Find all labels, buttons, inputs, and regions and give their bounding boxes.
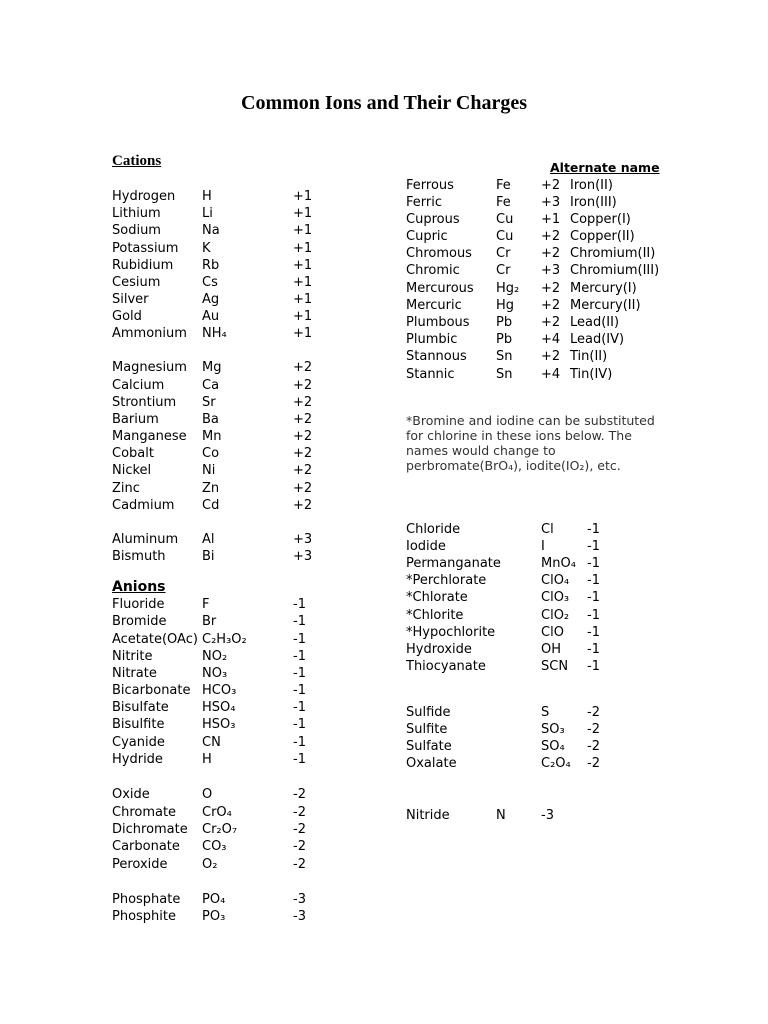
ion-charge: +1 xyxy=(293,275,313,290)
ion-symbol: Cu xyxy=(496,212,514,227)
ion-symbol: Rb xyxy=(202,258,220,273)
ion-symbol: Cr xyxy=(496,246,511,261)
ion-symbol: Cu xyxy=(496,229,514,244)
ion-symbol: HCO₃ xyxy=(202,683,237,698)
ion-symbol: Au xyxy=(202,309,220,324)
ion-alternate-name: Tin(II) xyxy=(570,349,608,364)
ion-charge: +2 xyxy=(541,298,561,313)
ion-charge: -1 xyxy=(293,614,306,629)
ion-name: Peroxide xyxy=(112,857,168,872)
ion-charge: -1 xyxy=(587,573,600,588)
ion-name: Gold xyxy=(112,309,142,324)
ion-charge: +2 xyxy=(293,378,313,393)
ion-symbol: SO₃ xyxy=(541,722,565,737)
ion-symbol: NO₂ xyxy=(202,649,228,664)
ion-symbol: CO₃ xyxy=(202,839,227,854)
ion-alternate-name: Mercury(I) xyxy=(570,281,637,296)
ion-name: Lithium xyxy=(112,206,161,221)
ion-name: Stannic xyxy=(406,367,455,382)
ion-charge: -1 xyxy=(587,608,600,623)
ion-symbol: C₂H₃O₂ xyxy=(202,632,247,647)
ion-name: Cesium xyxy=(112,275,161,290)
ion-charge: +1 xyxy=(293,206,313,221)
ion-name: *Chlorate xyxy=(406,590,468,605)
ion-name: Sulfate xyxy=(406,739,452,754)
ion-charge: +2 xyxy=(293,446,313,461)
ion-charge: -2 xyxy=(293,822,306,837)
ion-symbol: NO₃ xyxy=(202,666,228,681)
ion-name: Magnesium xyxy=(112,360,187,375)
ion-alternate-name: Chromium(III) xyxy=(570,263,660,278)
ion-name: *Perchlorate xyxy=(406,573,487,588)
ion-name: Zinc xyxy=(112,481,140,496)
ion-name: Permanganate xyxy=(406,556,501,571)
ion-charge: +3 xyxy=(541,195,561,210)
ion-name: Nitride xyxy=(406,808,450,823)
ion-charge: +1 xyxy=(293,189,313,204)
ion-name: Manganese xyxy=(112,429,187,444)
ion-symbol: Ca xyxy=(202,378,220,393)
ion-charge: -1 xyxy=(293,649,306,664)
ion-symbol: C₂O₄ xyxy=(541,756,571,771)
ion-name: Chromic xyxy=(406,263,460,278)
ion-symbol: ClO₂ xyxy=(541,608,570,623)
ion-name: Acetate(OAc) xyxy=(112,632,198,647)
ion-symbol: Pb xyxy=(496,315,513,330)
ion-symbol: HSO₃ xyxy=(202,717,236,732)
ion-symbol: Al xyxy=(202,532,215,547)
ion-charge: +2 xyxy=(293,360,313,375)
ion-symbol: K xyxy=(202,241,211,256)
ion-alternate-name: Chromium(II) xyxy=(570,246,656,261)
ion-charge: -2 xyxy=(293,805,306,820)
ion-charge: +2 xyxy=(293,463,313,478)
ion-name: Sulfite xyxy=(406,722,448,737)
ion-symbol: Pb xyxy=(496,332,513,347)
ion-name: Nitrite xyxy=(112,649,153,664)
ion-charge: +2 xyxy=(541,178,561,193)
ion-name: Cuprous xyxy=(406,212,460,227)
ion-name: Strontium xyxy=(112,395,177,410)
ion-name: Chromate xyxy=(112,805,177,820)
ion-name: Carbonate xyxy=(112,839,180,854)
ion-name: Potassium xyxy=(112,241,179,256)
ion-name: Oxide xyxy=(112,787,150,802)
ion-charge: -2 xyxy=(293,839,306,854)
ion-name: Aluminum xyxy=(112,532,179,547)
ion-name: Hydrogen xyxy=(112,189,176,204)
ion-name: Cobalt xyxy=(112,446,154,461)
ion-charge: +1 xyxy=(293,326,313,341)
ion-symbol: Cd xyxy=(202,498,220,513)
ion-name: Silver xyxy=(112,292,149,307)
ion-charge: +2 xyxy=(541,349,561,364)
ion-name: Chromous xyxy=(406,246,472,261)
ion-symbol: Sn xyxy=(496,367,513,382)
ion-symbol: ClO xyxy=(541,625,564,640)
ion-symbol: Na xyxy=(202,223,220,238)
ion-charge: +3 xyxy=(293,549,313,564)
ion-name: Nitrate xyxy=(112,666,157,681)
ion-charge: -3 xyxy=(541,808,554,823)
ion-name: Ammonium xyxy=(112,326,187,341)
ion-charge: -3 xyxy=(293,909,306,924)
ion-charge: -1 xyxy=(293,666,306,681)
ion-name: *Chlorite xyxy=(406,608,464,623)
ion-name: Cadmium xyxy=(112,498,175,513)
ion-symbol: CN xyxy=(202,735,221,750)
ion-charge: -1 xyxy=(293,700,306,715)
ion-charge: +2 xyxy=(541,246,561,261)
ion-symbol: Ag xyxy=(202,292,220,307)
ion-name: Cupric xyxy=(406,229,448,244)
ion-symbol: Ba xyxy=(202,412,219,427)
ion-symbol: H xyxy=(202,189,212,204)
ion-symbol: HSO₄ xyxy=(202,700,236,715)
ion-symbol: N xyxy=(496,808,506,823)
ion-name: Bromide xyxy=(112,614,167,629)
ion-charge: -1 xyxy=(587,642,600,657)
ion-name: Stannous xyxy=(406,349,467,364)
ion-charge: -2 xyxy=(587,705,600,720)
ion-alternate-name: Copper(II) xyxy=(570,229,635,244)
ion-name: Rubidium xyxy=(112,258,174,273)
ion-name: *Hypochlorite xyxy=(406,625,496,640)
ion-charge: +2 xyxy=(541,229,561,244)
ion-charge: +1 xyxy=(293,309,313,324)
ion-alternate-name: Lead(II) xyxy=(570,315,620,330)
ion-symbol: Co xyxy=(202,446,220,461)
ion-name: Thiocyanate xyxy=(406,659,486,674)
ion-charge: -1 xyxy=(293,683,306,698)
ion-name: Cyanide xyxy=(112,735,165,750)
ion-symbol: ClO₃ xyxy=(541,590,570,605)
ion-symbol: Fe xyxy=(496,195,511,210)
ion-symbol: Cl xyxy=(541,522,554,537)
ion-symbol: O xyxy=(202,787,213,802)
ion-symbol: MnO₄ xyxy=(541,556,576,571)
ion-charge: +3 xyxy=(293,532,313,547)
ion-name: Bisulfate xyxy=(112,700,169,715)
ion-alternate-name: Tin(IV) xyxy=(570,367,613,382)
ion-charge: +2 xyxy=(541,281,561,296)
ion-alternate-name: Lead(IV) xyxy=(570,332,625,347)
ion-charge: -1 xyxy=(587,539,600,554)
ion-charge: -1 xyxy=(293,717,306,732)
ion-symbol: SO₄ xyxy=(541,739,565,754)
ion-charge: +2 xyxy=(293,395,313,410)
ion-charge: -1 xyxy=(293,735,306,750)
ion-symbol: Cr₂O₇ xyxy=(202,822,238,837)
ion-symbol: PO₃ xyxy=(202,909,226,924)
ion-symbol: S xyxy=(541,705,550,720)
ion-charge: +1 xyxy=(293,223,313,238)
ion-name: Nickel xyxy=(112,463,152,478)
ion-charge: +1 xyxy=(293,241,313,256)
ion-charge: +2 xyxy=(293,429,313,444)
ion-symbol: Sr xyxy=(202,395,216,410)
ion-symbol: I xyxy=(541,539,545,554)
ion-symbol: ClO₄ xyxy=(541,573,570,588)
ion-symbol: Ni xyxy=(202,463,216,478)
ion-symbol: Mg xyxy=(202,360,222,375)
ion-symbol: Hg xyxy=(496,298,515,313)
ion-charge: -1 xyxy=(587,522,600,537)
ion-name: Hydroxide xyxy=(406,642,472,657)
ion-name: Calcium xyxy=(112,378,165,393)
ion-charge: +2 xyxy=(293,481,313,496)
ion-symbol: Li xyxy=(202,206,213,221)
ion-charge: -2 xyxy=(587,756,600,771)
ion-symbol: F xyxy=(202,597,210,612)
ion-name: Oxalate xyxy=(406,756,457,771)
page-title: Common Ions and Their Charges xyxy=(241,92,527,114)
ion-charge: -1 xyxy=(293,597,306,612)
ion-charge: -2 xyxy=(293,857,306,872)
ion-charge: -2 xyxy=(587,739,600,754)
ion-alternate-name: Copper(I) xyxy=(570,212,631,227)
ion-charge: -1 xyxy=(293,632,306,647)
ion-symbol: Bi xyxy=(202,549,215,564)
ion-name: Sodium xyxy=(112,223,161,238)
ion-symbol: CrO₄ xyxy=(202,805,232,820)
ion-symbol: Cr xyxy=(496,263,511,278)
ion-symbol: OH xyxy=(541,642,562,657)
ion-name: Barium xyxy=(112,412,159,427)
ion-name: Sulfide xyxy=(406,705,451,720)
ion-name: Bicarbonate xyxy=(112,683,191,698)
ion-symbol: Hg₂ xyxy=(496,281,520,296)
ion-charge: -1 xyxy=(587,590,600,605)
ion-symbol: SCN xyxy=(541,659,569,674)
alternate-name-header: Alternate name xyxy=(550,160,660,175)
ion-symbol: NH₄ xyxy=(202,326,227,341)
ion-charge: -1 xyxy=(587,659,600,674)
ion-alternate-name: Iron(II) xyxy=(570,178,613,193)
ion-symbol: O₂ xyxy=(202,857,218,872)
ion-name: Plumbic xyxy=(406,332,458,347)
ion-symbol: Br xyxy=(202,614,217,629)
ion-name: Plumbous xyxy=(406,315,470,330)
ion-charge: -1 xyxy=(587,556,600,571)
ion-charge: +4 xyxy=(541,367,561,382)
ion-charge: -2 xyxy=(293,787,306,802)
ion-name: Dichromate xyxy=(112,822,188,837)
ion-charge: -2 xyxy=(587,722,600,737)
ion-charge: +1 xyxy=(293,258,313,273)
ion-symbol: H xyxy=(202,752,212,767)
ion-charge: -3 xyxy=(293,892,306,907)
ion-name: Hydride xyxy=(112,752,163,767)
ion-symbol: Fe xyxy=(496,178,511,193)
ion-charge: +1 xyxy=(541,212,561,227)
ion-name: Fluoride xyxy=(112,597,165,612)
ion-name: Mercuric xyxy=(406,298,462,313)
ion-charge: +3 xyxy=(541,263,561,278)
ion-name: Phosphite xyxy=(112,909,177,924)
ion-alternate-name: Iron(III) xyxy=(570,195,617,210)
ion-charge: +2 xyxy=(541,315,561,330)
ion-charge: +1 xyxy=(293,292,313,307)
ion-name: Bisulfite xyxy=(112,717,165,732)
ion-charge: +4 xyxy=(541,332,561,347)
ion-symbol: Mn xyxy=(202,429,222,444)
ion-symbol: PO₄ xyxy=(202,892,226,907)
anions-header: Anions xyxy=(112,579,166,595)
ion-name: Bismuth xyxy=(112,549,166,564)
ion-symbol: Zn xyxy=(202,481,220,496)
ion-charge: +2 xyxy=(293,498,313,513)
ion-name: Ferrous xyxy=(406,178,454,193)
halogen-note: *Bromine and iodine can be substituted for chlorine in these ions below. The names would change to perbromate(BrO₄), iodite(IO₂), etc. xyxy=(406,413,655,473)
ion-charge: -1 xyxy=(293,752,306,767)
ion-name: Chloride xyxy=(406,522,461,537)
ion-name: Iodide xyxy=(406,539,446,554)
ion-name: Ferric xyxy=(406,195,442,210)
cations-header: Cations xyxy=(112,153,162,169)
ion-charge: -1 xyxy=(587,625,600,640)
ion-name: Phosphate xyxy=(112,892,181,907)
ion-name: Mercurous xyxy=(406,281,474,296)
ion-symbol: Cs xyxy=(202,275,218,290)
ion-charge: +2 xyxy=(293,412,313,427)
ion-symbol: Sn xyxy=(496,349,513,364)
ion-alternate-name: Mercury(II) xyxy=(570,298,641,313)
